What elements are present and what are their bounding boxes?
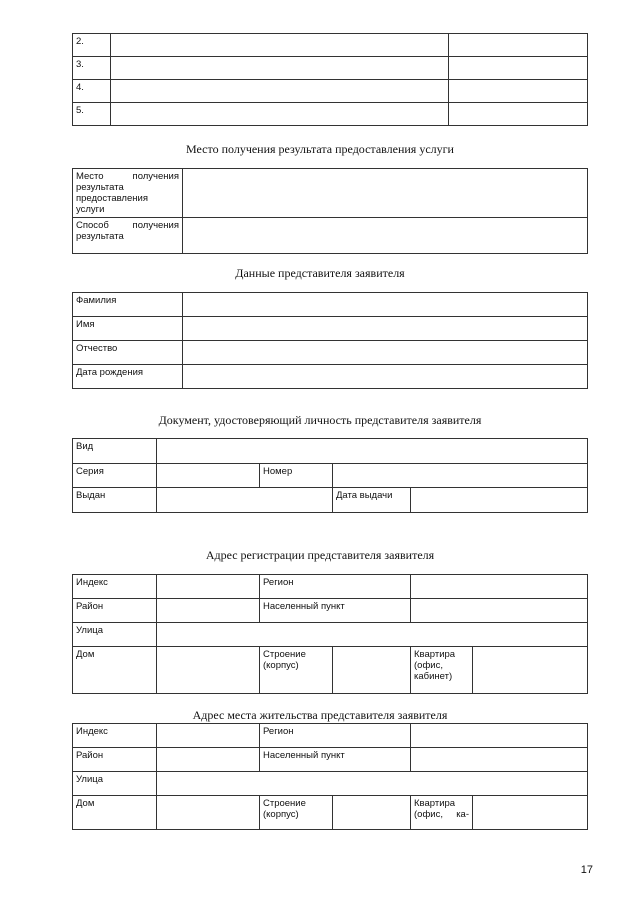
surname-field[interactable] xyxy=(183,293,588,317)
reg-apartment-field[interactable] xyxy=(473,647,588,694)
rep-table xyxy=(72,292,588,389)
surname-label: Фамилия xyxy=(73,293,183,317)
doc-number-field[interactable] xyxy=(333,464,588,488)
doc-type-field[interactable] xyxy=(157,439,588,464)
result-place-label: Место получения результата предоставления услуги xyxy=(73,169,183,218)
reg-building-label: Строение (корпус) xyxy=(260,647,333,694)
patronymic-label: Отчество xyxy=(73,341,183,365)
reg-region-label: Регион xyxy=(260,575,411,599)
result-heading: Место получения результата предоставления услуги xyxy=(186,142,454,156)
live-index-label: Индекс xyxy=(73,724,157,748)
reg-apartment-label: Квартира (офис, кабинет) xyxy=(411,647,473,694)
reg-house-field[interactable] xyxy=(157,647,260,694)
birthdate-field[interactable] xyxy=(183,365,588,389)
reg-region-field[interactable] xyxy=(411,575,588,599)
doc-type-label: Вид xyxy=(73,439,157,464)
row-number: 3. xyxy=(73,57,111,80)
birthdate-label: Дата рождения xyxy=(73,365,183,389)
name-label: Имя xyxy=(73,317,183,341)
live-building-field[interactable] xyxy=(333,796,411,830)
doc-issued-field[interactable] xyxy=(157,488,333,513)
rep-heading: Данные представителя заявителя xyxy=(235,266,405,280)
row-number: 2. xyxy=(73,34,111,57)
reg-district-label: Район xyxy=(73,599,157,623)
live-region-field[interactable] xyxy=(411,724,588,748)
result-place-field[interactable] xyxy=(183,169,588,218)
reg-house-label: Дом xyxy=(73,647,157,694)
live-index-field[interactable] xyxy=(157,724,260,748)
reg-locality-field[interactable] xyxy=(411,599,588,623)
doc-heading: Документ, удостоверяющий личность представителя заявителя xyxy=(158,413,482,427)
numbered-table xyxy=(72,33,588,126)
live-address-table xyxy=(72,723,588,830)
live-locality-field[interactable] xyxy=(411,748,588,772)
live-street-field[interactable] xyxy=(157,772,588,796)
reg-address-heading: Адрес регистрации представителя заявителя xyxy=(205,548,435,562)
live-locality-label: Населенный пункт xyxy=(260,748,411,772)
reg-street-field[interactable] xyxy=(157,623,588,647)
doc-number-label: Номер xyxy=(260,464,333,488)
doc-table xyxy=(72,438,588,513)
name-field[interactable] xyxy=(183,317,588,341)
doc-issue-date-field[interactable] xyxy=(411,488,588,513)
reg-district-field[interactable] xyxy=(157,599,260,623)
live-address-heading: Адрес места жительства представителя заявителя xyxy=(192,708,448,722)
reg-index-field[interactable] xyxy=(157,575,260,599)
row-number: 5. xyxy=(73,103,111,126)
live-region-label: Регион xyxy=(260,724,411,748)
reg-index-label: Индекс xyxy=(73,575,157,599)
live-street-label: Улица xyxy=(73,772,157,796)
reg-building-field[interactable] xyxy=(333,647,411,694)
doc-issued-label: Выдан xyxy=(73,488,157,513)
reg-street-label: Улица xyxy=(73,623,157,647)
live-house-field[interactable] xyxy=(157,796,260,830)
page-number: 17 xyxy=(580,864,593,876)
row-number: 4. xyxy=(73,80,111,103)
result-method-field[interactable] xyxy=(183,218,588,254)
live-district-field[interactable] xyxy=(157,748,260,772)
live-house-label: Дом xyxy=(73,796,157,830)
live-apartment-field[interactable] xyxy=(473,796,588,830)
doc-issue-date-label: Дата выдачи xyxy=(333,488,411,513)
live-apartment-label: Квартира (офис, ка- xyxy=(411,796,473,830)
reg-address-table xyxy=(72,574,588,694)
doc-series-field[interactable] xyxy=(157,464,260,488)
reg-locality-label: Населенный пункт xyxy=(260,599,411,623)
patronymic-field[interactable] xyxy=(183,341,588,365)
live-building-label: Строение (корпус) xyxy=(260,796,333,830)
live-district-label: Район xyxy=(73,748,157,772)
doc-series-label: Серия xyxy=(73,464,157,488)
result-table xyxy=(72,168,588,254)
result-method-label: Способ получения результата xyxy=(73,218,183,254)
